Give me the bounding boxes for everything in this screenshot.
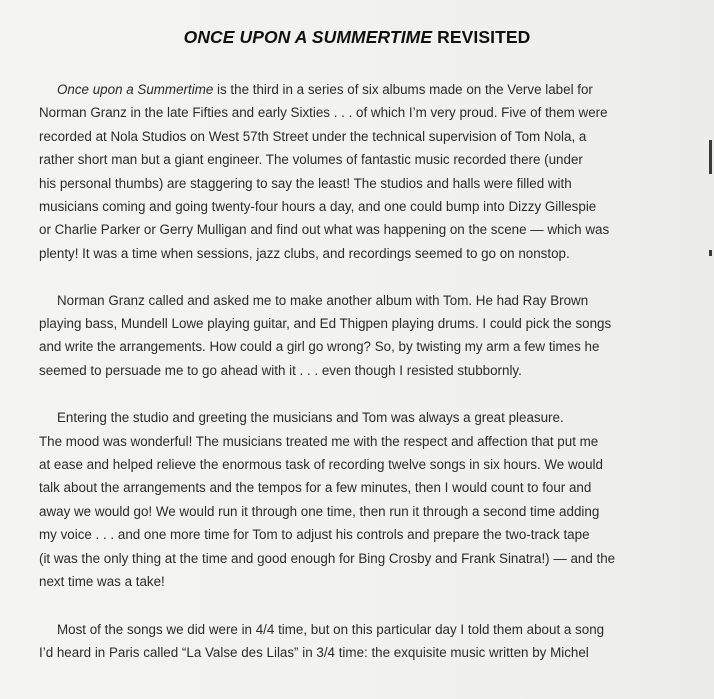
text-line: I’d heard in Paris called “La Valse des Lilas” in 3/4 time: the exquisite music written by Michel	[39, 644, 589, 660]
text-line: next time was a take!	[39, 574, 165, 590]
text-line: or Charlie Parker or Gerry Mulligan and find out what was happening on the scene — which was	[39, 222, 610, 238]
album-title-italic: Once upon a Summertime	[57, 82, 214, 97]
title-italic: ONCE UPON A SUMMERTIME	[183, 27, 433, 47]
text-line-content: is the third in a series of six albums made on the Verve label for	[213, 82, 593, 97]
paragraph-2	[39, 289, 679, 383]
text-line: seemed to persuade me to go ahead with it . . . even though I resisted stubbornly.	[39, 362, 522, 378]
page-title	[0, 27, 714, 48]
title-plain: REVISITED	[432, 27, 531, 47]
page-edge-mark	[709, 140, 712, 174]
text-line: rather short man but a giant engineer. The volumes of fantastic music recorded there (under	[39, 152, 583, 168]
text-line: plenty! It was a time when sessions, jazz clubs, and recordings seemed to go on nonstop.	[39, 245, 570, 261]
text-line: at ease and helped relieve the enormous task of recording twelve songs in six hours. We would	[39, 457, 603, 473]
page-edge-mark	[709, 250, 712, 256]
paragraph-4	[39, 618, 679, 665]
text-line: his personal thumbs) are staggering to say the least! The studios and halls were filled with	[39, 175, 572, 191]
text-line: playing bass, Mundell Lowe playing guitar, and Ed Thigpen playing drums. I could pick the songs	[39, 316, 612, 332]
text-line	[39, 78, 679, 101]
paragraph-3	[39, 406, 679, 593]
text-line: recorded at Nola Studios on West 57th Street under the technical supervision of Tom Nola, a	[39, 128, 587, 144]
text-line: and write the arrangements. How could a girl go wrong? So, by twisting my arm a few times he	[39, 339, 600, 355]
text-line: my voice . . . and one more time for Tom to adjust his controls and prepare the two-track tape	[39, 527, 590, 543]
text-line: Most of the songs we did were in 4/4 time, but on this particular day I told them about a song	[57, 621, 605, 637]
text-line: talk about the arrangements and the tempos for a few minutes, then I would count to four and	[39, 480, 592, 496]
text-line: Norman Granz in the late Fifties and early Sixties . . . of which I’m very proud. Five of them were	[39, 105, 608, 121]
body-text	[39, 78, 679, 688]
text-line: The mood was wonderful! The musicians treated me with the respect and affection that put me	[39, 433, 599, 449]
text-line: away we would go! We would run it through one time, then run it through a second time adding	[39, 503, 600, 519]
text-line: musicians coming and going twenty-four hours a day, and one could bump into Dizzy Gillespie	[39, 199, 597, 215]
text-line: Entering the studio and greeting the musicians and Tom was always a great pleasure.	[57, 410, 564, 426]
text-line: Norman Granz called and asked me to make another album with Tom. He had Ray Brown	[57, 292, 589, 308]
paragraph-1	[39, 78, 679, 265]
text-line: (it was the only thing at the time and good enough for Bing Crosby and Frank Sinatra!) — and the	[39, 550, 616, 566]
